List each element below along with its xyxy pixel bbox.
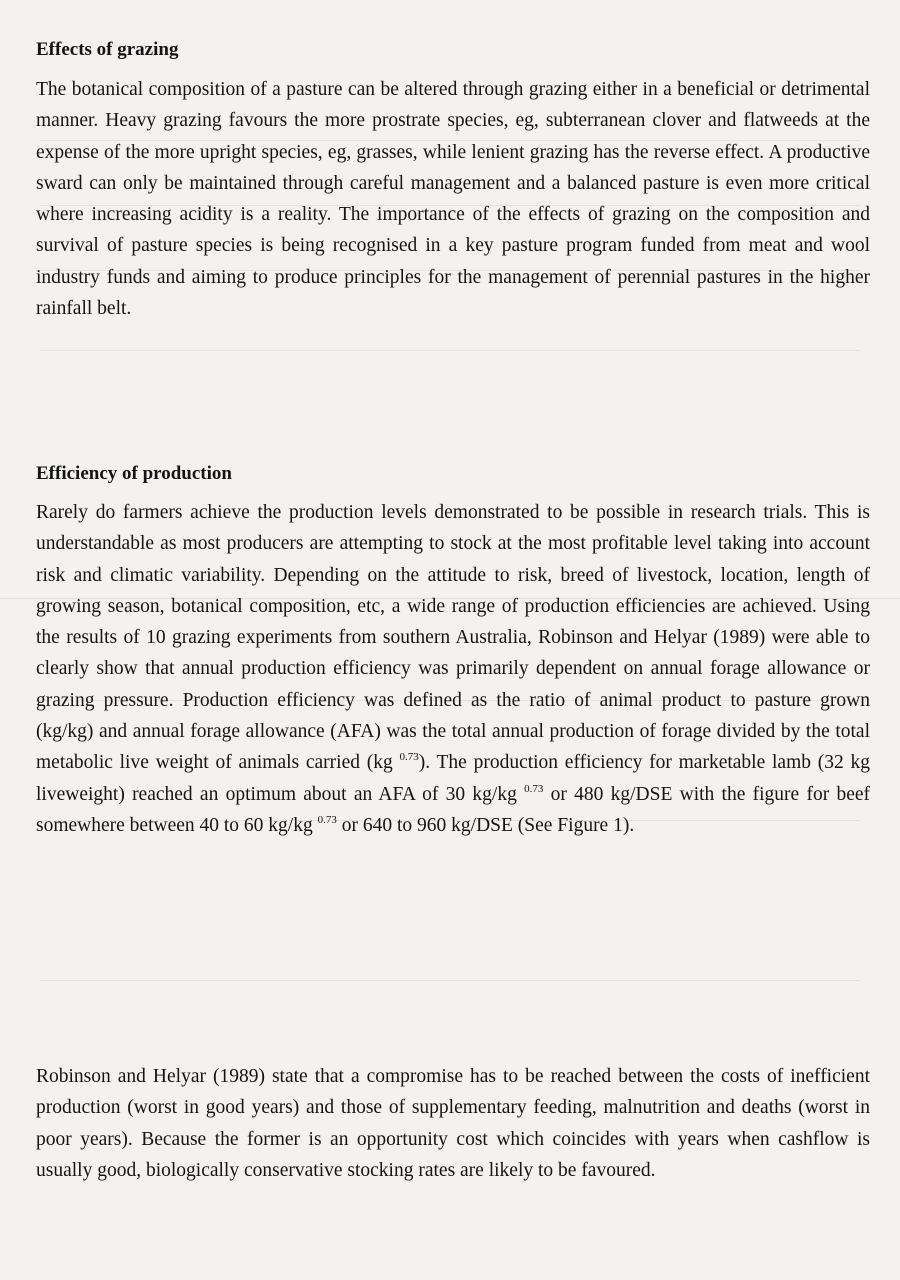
section-effects-of-grazing bbox=[36, 36, 870, 324]
superscript-exponent: 0.73 bbox=[399, 751, 419, 764]
text-run: ). The production efficiency for marketable lamb (32 kg liveweight) reached an optimum about an AFA of 30 kg/kg bbox=[36, 752, 870, 805]
superscript-exponent: 0.73 bbox=[524, 782, 544, 795]
superscript-exponent: 0.73 bbox=[317, 813, 337, 826]
section-efficiency-of-production bbox=[36, 460, 870, 841]
section-heading: Efficiency of production bbox=[36, 463, 232, 484]
section-heading: Effects of grazing bbox=[36, 39, 179, 60]
paragraph: The botanical composition of a pasture can be altered through grazing either in a beneficial or detrimental manner. Heavy grazing favours the more prostrate species, eg, subterranean clover and flatweeds at the expense of the more upright species, eg, grasses, while lenient grazing has the reverse effect. A productive sward can only be maintained through careful management and a balanced pasture is even more critical where increasing acidity is a reality. The importance of the effects of grazing on the composition and survival of pasture species is being recognised in a key pasture program funded from meat and wool industry funds and aiming to produce principles for the management of perennial pastures in the higher rainfall belt. bbox=[36, 79, 870, 320]
text-run: Rarely do farmers achieve the production levels demonstrated to be possible in research trials. This is understandable as most producers are attempting to stock at the most profitable level taking into account risk and climatic variability. Depending on the attitude to risk, breed of livestock, location, length of growing season, botanical composition, etc, a wide range of production efficiencies are achieved. Using the results of 10 grazing experiments from southern Australia, Robinson and Helyar (1989) were able to clearly show that annual production efficiency was primarily dependent on annual forage allowance or grazing pressure. Production efficiency was defined as the ratio of animal product to pasture grown (kg/kg) and annual forage allowance (AFA) was the total annual production of forage divided by the total metabolic live weight of animals carried (kg bbox=[36, 502, 870, 774]
text-run: or 640 to 960 kg/DSE (See Figure 1). bbox=[336, 814, 635, 836]
section-compromise bbox=[36, 1061, 870, 1186]
paragraph: Robinson and Helyar (1989) state that a compromise has to be reached between the costs of inefficient production (worst in good years) and those of supplementary feeding, malnutrition and deaths (worst in poor years). Because the former is an opportunity cost which coincides with years when cashflow is usually good, biologically conservative stocking rates are likely to be favoured. bbox=[36, 1066, 870, 1181]
paragraph bbox=[36, 497, 870, 841]
text-run: or 480 kg/DSE with the figure for beef somewhere between 40 to 60 kg/kg bbox=[36, 783, 870, 836]
